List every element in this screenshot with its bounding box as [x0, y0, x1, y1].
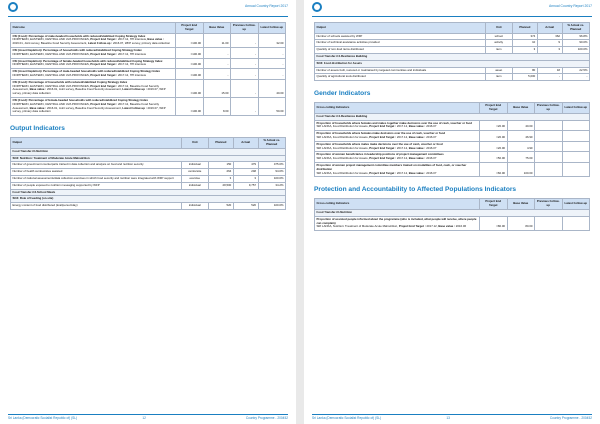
output-table-continued	[314, 22, 590, 81]
target-value: =60.00	[480, 162, 508, 176]
unit-value: school	[485, 33, 513, 40]
indicator-title: Proportion of households where males make decisions over the use of cash, voucher or food	[316, 141, 443, 146]
table-row	[11, 175, 286, 182]
base-value: -	[203, 69, 231, 80]
column-header: % Actual vs. Planned	[258, 138, 286, 149]
group-label: SO4: Role of Feeding (on-site)	[11, 196, 286, 203]
latest-value: -	[258, 69, 286, 80]
planned-value: 5,000	[513, 74, 538, 81]
base-value: 11.00	[203, 33, 231, 47]
column-header: Latest Follow-up	[562, 199, 590, 210]
target-label: Project End Target :	[90, 62, 118, 67]
source-location: NORTHERN, EASTERN, CENTRAL AND UVA PROVINCES,	[12, 51, 90, 56]
target-detail: 2017.12, HH interview	[117, 62, 146, 67]
base-label: Base value :	[408, 170, 426, 175]
table-row	[11, 162, 286, 169]
base-label: Base value :	[408, 134, 426, 139]
column-header: Unit	[181, 138, 209, 149]
prev-value: -	[231, 97, 259, 115]
target-value: =100.00	[176, 79, 204, 97]
percent-value: 90.0%	[562, 40, 590, 47]
indicator-title: Proportion of women project management committee members trained on modalities of food, cash, or voucher distribution	[316, 162, 467, 171]
group-label: Food Transfer-C4-Resilience Building	[315, 53, 590, 60]
unit-value: item	[485, 47, 513, 54]
prev-value: -	[231, 47, 259, 58]
column-header: Previous Follow-up	[535, 199, 563, 210]
indicator-source	[13, 63, 174, 67]
base-label: Base value :	[408, 145, 426, 150]
protection-table	[314, 198, 590, 231]
page-header	[8, 2, 288, 14]
footer-right: Country Programme - 200452	[549, 416, 592, 420]
latest-value: 40.00	[258, 79, 286, 97]
prev-value: -	[231, 58, 259, 69]
base-value: 4.90	[507, 141, 535, 152]
table-row	[315, 162, 590, 176]
target-label: Project End Target :	[90, 101, 118, 106]
gender-section-title: Gender Indicators	[314, 90, 371, 98]
indicator-title: CSI (Asset Depletion): Percentage of male-headed households with reduced/stabilized Coping Strategy Index	[12, 69, 160, 74]
target-label: Project End Target :	[398, 224, 426, 229]
page-footer	[8, 416, 288, 421]
table-row	[11, 203, 286, 210]
prev-value	[535, 216, 563, 230]
target-label: Project End Target :	[369, 156, 397, 161]
indicator-cell	[11, 69, 176, 80]
column-header: Previous Follow-up	[231, 23, 259, 34]
page-left	[0, 0, 296, 424]
table-row	[315, 40, 590, 47]
target-label: Project End Target :	[90, 72, 118, 77]
column-header: Actual	[537, 23, 562, 34]
output-table	[10, 137, 286, 210]
column-header: Latest Follow-up	[258, 23, 286, 34]
table-header-row	[315, 23, 590, 34]
target-detail: 2017.12, Baseline Food Security Assessment,	[12, 83, 160, 92]
target-detail: 2017.12,	[426, 224, 438, 229]
prev-value	[535, 131, 563, 142]
footer-left: Sri Lanka (Democratic Socialist Republic of) (SL)	[312, 416, 382, 420]
indicator-source	[317, 225, 478, 229]
target-value: =100.00	[176, 97, 204, 115]
unit-value: individual	[181, 182, 209, 189]
latest-label: Latest Follow-up :	[122, 87, 147, 92]
column-header: Unit	[485, 23, 513, 34]
indicator-title: CSI (Food): Percentage of households with reduced/stabilized Coping Strategy Index	[12, 79, 128, 84]
actual-value: 520	[233, 203, 258, 210]
indicator-title: Proportion of women beneficiaries in leadership positions of project management committees	[316, 152, 444, 157]
unit-value: centre/site	[181, 169, 209, 176]
header-rule	[8, 16, 288, 17]
column-header: Base Value	[507, 199, 535, 210]
indicator-cell	[11, 33, 176, 47]
wfp-logo-icon	[8, 2, 18, 12]
base-value: 75.00	[507, 152, 535, 163]
planned-value: 3	[209, 175, 234, 182]
outcome-table	[10, 22, 286, 116]
table-row	[11, 79, 286, 97]
indicator-source	[13, 74, 174, 78]
latest-label: Latest Follow-up :	[87, 41, 113, 46]
table-row	[315, 47, 590, 54]
planned-value: 150	[209, 162, 234, 169]
percent-value: -	[562, 74, 590, 81]
base-detail: 2016.01, Joint survey, Baseline Food Security Assessment,	[46, 105, 122, 110]
column-header: Project End Target	[176, 23, 204, 34]
percent-value: 100.0%	[258, 203, 286, 210]
indicator-title: Proportion of households where females and males together make decisions over the use of cash, voucher or food	[316, 120, 472, 125]
page-number: 13	[446, 416, 450, 420]
base-label: Base value :	[29, 105, 47, 110]
latest-value	[562, 162, 590, 176]
group-label: SO2: Nutrition: Treatment of Moderate Acute Malnutrition	[11, 155, 286, 162]
actual-value: -	[537, 74, 562, 81]
unit-value: item	[485, 74, 513, 81]
indicator-cell	[11, 58, 176, 69]
indicator-cell	[11, 97, 176, 115]
base-detail: 2016.06	[455, 224, 467, 229]
base-label: Base value :	[438, 224, 455, 229]
actual-value: 3	[537, 47, 562, 54]
column-header: Latest Follow-up	[562, 103, 590, 114]
latest-label: Latest Follow-up :	[122, 105, 147, 110]
latest-value	[562, 216, 590, 230]
indicator-title: CSI (Food): Percentage of male-headed households with reduced/stabilized Coping Strategy Index	[12, 33, 146, 38]
planned-value: 374	[513, 33, 538, 40]
output-name: Number of schools assisted by WFP	[315, 33, 486, 40]
prev-value	[535, 141, 563, 152]
column-header: Cross-cutting Indicators	[315, 199, 480, 210]
output-name: Number of assets built, restored or maintained by targeted communities and individuals	[315, 67, 486, 74]
base-value: 8.00	[203, 97, 231, 115]
target-detail: 2017.12, HH interview	[117, 72, 146, 77]
group-row	[315, 209, 590, 216]
output-name: Number of technical assistance activities provided	[315, 40, 486, 47]
table-row	[315, 131, 590, 142]
latest-value: 32.00	[258, 33, 286, 47]
table-row	[315, 216, 590, 230]
column-header: Base Value	[507, 103, 535, 114]
indicator-cell	[11, 79, 176, 97]
table-row	[315, 152, 590, 163]
target-detail: 2017.12,	[396, 145, 408, 150]
table-row	[11, 33, 286, 47]
base-value: 15.00	[203, 79, 231, 97]
output-name: Number of people exposed to nutrition messaging supported by WFP	[11, 182, 182, 189]
planned-value: 10	[513, 40, 538, 47]
indicator-title: Proportion of households where females make decisions over the use of cash, voucher or food	[316, 131, 446, 136]
unit-value: asset	[485, 67, 513, 74]
base-detail: 2016.07	[426, 156, 437, 161]
target-label: Project End Target :	[369, 170, 397, 175]
left-content	[10, 22, 286, 210]
table-row	[11, 58, 286, 69]
percent-value: 94.0%	[258, 169, 286, 176]
base-label: Base value :	[147, 37, 164, 42]
target-value: =20.00	[480, 120, 508, 131]
latest-detail: 2016.07, WFP survey, primary data collection	[12, 87, 166, 96]
actual-value: 9	[537, 40, 562, 47]
source-location: SRI LANKA, Food Distribution for Assets,	[316, 134, 369, 139]
header-title: Annual Country Report 2017	[549, 4, 592, 8]
percent-value: 34.2%	[258, 182, 286, 189]
column-header: Outcome	[11, 23, 176, 34]
group-label: Food Transfer-C3-School Meals	[11, 189, 286, 196]
indicator-title: Proportion of assisted people informed about the programme (who is included, what people will receive, where people can complain)	[316, 216, 477, 225]
latest-detail: 2016.07, WFP survey, primary data collection	[112, 41, 171, 46]
output-name: Number of national assessments/data collection exercises in which food security and nutrition were integrated with WFP support	[11, 175, 182, 182]
target-detail: 2017.12, HH interview	[117, 51, 146, 56]
source-location: NORTHERN, EASTERN, CENTRAL AND UVA PROVINCES,	[12, 83, 90, 88]
unit-value: individual	[181, 203, 209, 210]
target-detail: 2017.12, HH interview,	[117, 37, 147, 42]
indicator-source	[13, 53, 174, 57]
column-header: % Actual vs. Planned	[562, 23, 590, 34]
percent-value: 22.5%	[562, 67, 590, 74]
source-location: NORTHERN, EASTERN, CENTRAL AND UVA PROVINCES,	[12, 37, 90, 42]
target-value: =100.00	[176, 33, 204, 47]
prev-value: -	[231, 69, 259, 80]
page-header	[312, 2, 592, 14]
output-name: Energy content of food distributed (kcal/person/day)	[11, 203, 182, 210]
table-row	[11, 169, 286, 176]
target-label: Project End Target :	[369, 145, 397, 150]
target-detail: 2017.12,	[396, 156, 408, 161]
indicator-source	[13, 103, 174, 114]
base-detail: 2016.07	[426, 134, 437, 139]
output-name: Quantity of non-food items distributed	[315, 47, 486, 54]
group-row	[315, 60, 590, 67]
indicator-cell	[315, 162, 480, 176]
base-value: 100.00	[507, 162, 535, 176]
source-location: NORTHERN, EASTERN, CENTRAL AND UVA PROVINCES,	[12, 62, 90, 67]
target-label: Project End Target :	[369, 124, 397, 129]
table-row	[315, 74, 590, 81]
latest-value	[562, 131, 590, 142]
unit-value: exercise	[181, 175, 209, 182]
table-header-row	[11, 23, 286, 34]
page-right	[304, 0, 600, 424]
target-label: Project End Target :	[90, 83, 118, 88]
source-location: SRI LANKA, Food Distribution for Assets,	[316, 170, 369, 175]
base-detail: 2016.07	[426, 145, 437, 150]
planned-value: 80	[513, 67, 538, 74]
output-name: Quantity of agricultural tools distributed	[315, 74, 486, 81]
group-label: Food Transfer-C4-Resilience Building	[315, 113, 590, 120]
target-detail: 2017.12,	[396, 170, 408, 175]
base-value: -	[203, 47, 231, 58]
source-location: NORTHERN, EASTERN, CENTRAL AND UVA PROVINCES,	[12, 72, 90, 77]
page-number: 12	[142, 416, 146, 420]
base-label: Base value :	[408, 124, 426, 129]
column-header: Base Value	[203, 23, 231, 34]
base-detail: 2016.07	[426, 124, 437, 129]
actual-value: 3	[233, 175, 258, 182]
footer-right: Country Programme - 200452	[245, 416, 288, 420]
output-section-title: Output Indicators	[10, 125, 65, 133]
table-row	[315, 67, 590, 74]
column-header: Project End Target	[480, 103, 508, 114]
latest-value	[562, 120, 590, 131]
base-detail: 2016.01, Joint survey, Baseline Food Security Assessment,	[46, 87, 122, 92]
latest-value: 50.00	[258, 97, 286, 115]
target-value: =100.00	[176, 47, 204, 58]
table-row	[315, 33, 590, 40]
header-rule	[312, 16, 592, 17]
indicator-source	[13, 38, 174, 46]
gender-table	[314, 102, 590, 177]
percent-value: 100.0%	[258, 175, 286, 182]
latest-value: -	[258, 47, 286, 58]
group-row	[11, 189, 286, 196]
target-value: =100.00	[176, 69, 204, 80]
column-header: Output	[315, 23, 486, 34]
source-location: SRI LANKA, Food Distribution for Assets,	[316, 145, 369, 150]
table-row	[11, 69, 286, 80]
indicator-title: CSI (Asset Depletion): Percentage of female-headed households with reduced/stabilized Coping Strategy Index	[12, 58, 163, 63]
target-value: =80.00	[480, 216, 508, 230]
group-row	[11, 155, 286, 162]
base-value: 46.90	[507, 131, 535, 142]
source-location: SRI LANKA, Nutrition: Treatment of Moderate Acute Malnutrition,	[316, 224, 399, 229]
indicator-source	[317, 125, 478, 129]
column-header: Planned	[209, 138, 234, 149]
footer-rule	[8, 414, 288, 415]
target-detail: 2017.12,	[396, 134, 408, 139]
source-location: SRI LANKA, Food Distribution for Assets,	[316, 124, 369, 129]
column-header: Output	[11, 138, 182, 149]
group-label: Food Transfer-Cl-Nutrition	[315, 209, 590, 216]
indicator-cell	[315, 141, 480, 152]
column-header: Cross-cutting Indicators	[315, 103, 480, 114]
page-footer	[312, 416, 592, 421]
prev-value: -	[231, 33, 259, 47]
table-row	[315, 120, 590, 131]
table-row	[315, 141, 590, 152]
header-title: Annual Country Report 2017	[245, 4, 288, 8]
wfp-logo-icon	[312, 2, 322, 12]
percent-value: 475.0%	[258, 162, 286, 169]
table-row	[11, 182, 286, 189]
output-name: Number of government counterparts trained in data collection and analysis on food and nutrition security	[11, 162, 182, 169]
indicator-cell	[315, 120, 480, 131]
target-value: =100.00	[176, 58, 204, 69]
base-value: 80.00	[507, 216, 535, 230]
latest-value	[562, 141, 590, 152]
output-name: Number of health centres/sites assisted	[11, 169, 182, 176]
actual-value: 248	[233, 169, 258, 176]
indicator-source	[317, 157, 478, 161]
right-content	[314, 22, 590, 231]
indicator-cell	[315, 152, 480, 163]
base-label: Base value :	[29, 87, 47, 92]
table-header-row	[315, 199, 590, 210]
actual-value: 9,757	[233, 182, 258, 189]
indicator-title: CSI (Food): Percentage of female-headed households with reduced/stabilized Coping Strategy Index	[12, 97, 148, 102]
group-row	[315, 53, 590, 60]
target-label: Project End Target :	[90, 37, 118, 42]
indicator-source	[317, 147, 478, 151]
table-header-row	[315, 103, 590, 114]
protection-section-title: Protection and Accountability to Affected Populations Indicators	[314, 186, 517, 194]
column-header: Actual	[233, 138, 258, 149]
source-location: NORTHERN, EASTERN, CENTRAL AND UVA PROVINCES,	[12, 101, 90, 106]
base-detail: 2016.01, Joint survey, Baseline Food Security Assessment,	[12, 41, 88, 46]
target-value: =20.00	[480, 131, 508, 142]
indicator-cell	[11, 47, 176, 58]
target-value: =20.00	[480, 141, 508, 152]
indicator-cell	[315, 131, 480, 142]
indicator-cell	[315, 216, 480, 230]
target-detail: 2017.12,	[396, 124, 408, 129]
prev-value: -	[231, 79, 259, 97]
unit-value: individual	[181, 162, 209, 169]
table-row	[11, 97, 286, 115]
base-label: Base value :	[408, 156, 426, 161]
base-value: -	[203, 58, 231, 69]
group-row	[11, 196, 286, 203]
unit-value: activity	[485, 40, 513, 47]
column-header: Project End Target	[480, 199, 508, 210]
latest-detail: 2016.07, WFP survey, primary data collection	[12, 105, 166, 114]
group-row	[315, 113, 590, 120]
planned-value: 520	[209, 203, 234, 210]
prev-value	[535, 120, 563, 131]
column-header: Planned	[513, 23, 538, 34]
target-label: Project End Target :	[90, 51, 118, 56]
prev-value	[535, 152, 563, 163]
prev-value	[535, 162, 563, 176]
table-row	[11, 47, 286, 58]
target-label: Project End Target :	[369, 134, 397, 139]
planned-value: 3	[513, 47, 538, 54]
group-row	[11, 148, 286, 155]
actual-value: 362	[537, 33, 562, 40]
target-value: =50.00	[480, 152, 508, 163]
group-label: SO3: Food distribution for Assets	[315, 60, 590, 67]
group-label: Food Transfer-Cl-Nutrition	[11, 148, 286, 155]
indicator-title: CSI (Asset Depletion): Percentage of households with reduced/stabilized Coping Strategy Index	[12, 47, 142, 52]
source-location: SRI LANKA, Food Distribution for Assets,	[316, 156, 369, 161]
latest-value: -	[258, 58, 286, 69]
indicator-source	[317, 136, 478, 140]
footer-rule	[312, 414, 592, 415]
table-header-row	[11, 138, 286, 149]
planned-value: 264	[209, 169, 234, 176]
base-value: 40.00	[507, 120, 535, 131]
actual-value: 479	[233, 162, 258, 169]
footer-left: Sri Lanka (Democratic Socialist Republic of) (SL)	[8, 416, 78, 420]
indicator-source	[13, 85, 174, 96]
actual-value: 18	[537, 67, 562, 74]
target-detail: 2017.12, Baseline Food Security Assessment,	[12, 101, 160, 110]
base-detail: 2016.07	[426, 170, 437, 175]
percent-value: 100.0%	[562, 47, 590, 54]
column-header: Previous Follow-up	[535, 103, 563, 114]
indicator-source	[317, 172, 478, 176]
planned-value: 28,500	[209, 182, 234, 189]
percent-value: 96.8%	[562, 33, 590, 40]
latest-value	[562, 152, 590, 163]
